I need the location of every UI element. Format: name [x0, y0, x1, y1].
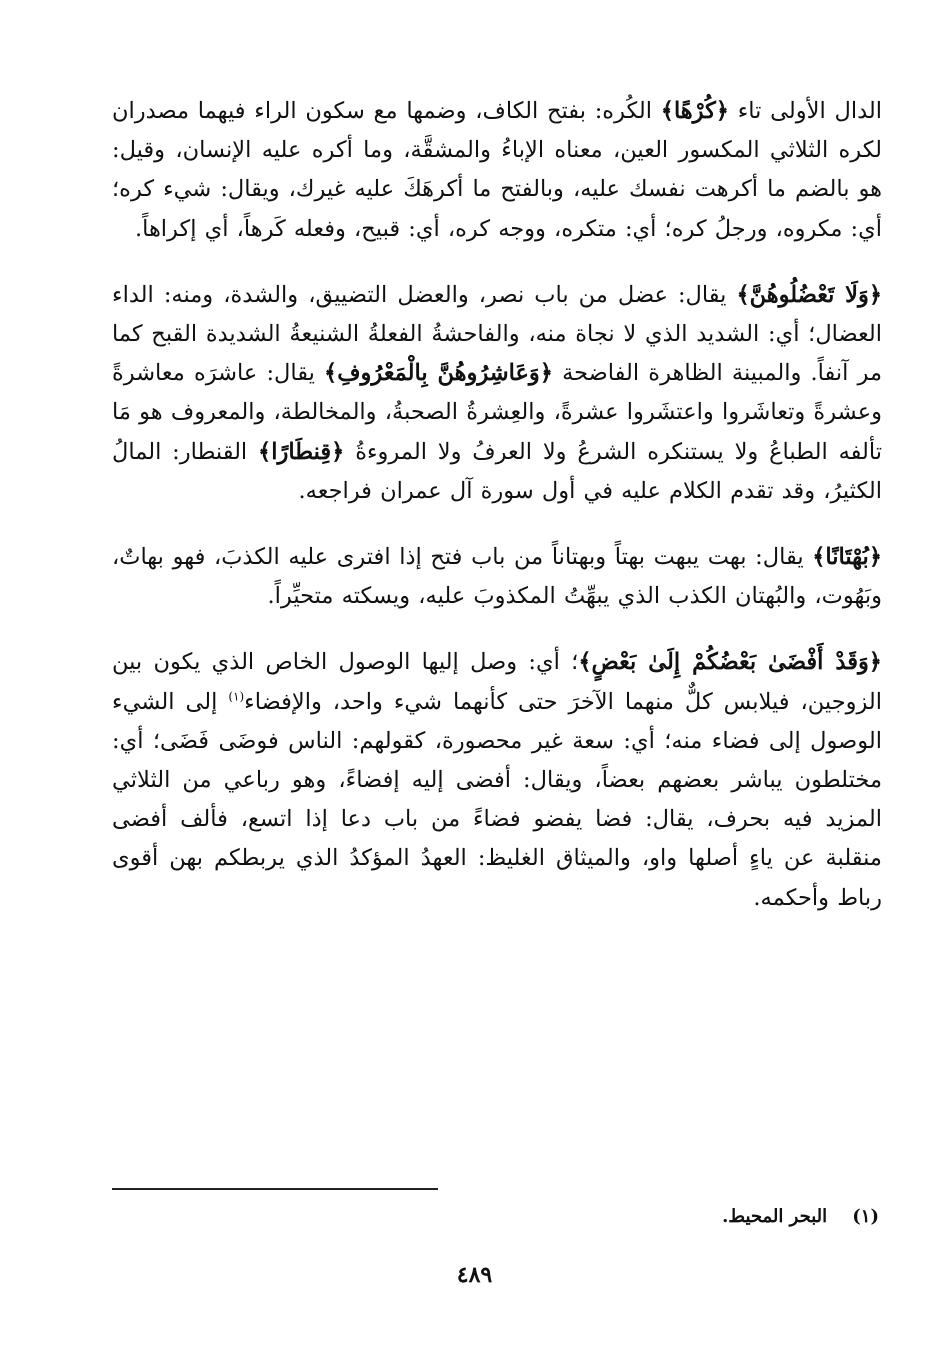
paragraph-text: ؛ أي: وصل إليها الوصول الخاص الذي يكون بين الزوجين، فيلابس كلٌّ منهما الآخرَ حتى كأنهما شيء واحد، والإفضاء — [112, 649, 882, 715]
paragraph-text: الدال الأولى تاء — [728, 98, 882, 124]
footnote-spacer — [833, 1206, 846, 1227]
paragraph-text: الكُره: بفتح الكاف، وضمها مع سكون الراء فيهما مصدران لكره الثلاثي المكسور العين، معناه الإباءُ والمشقَّة، وما أكره عليه الإنسان، وقيل: هو بالضم ما أكرهت نفسك عليه، وبالفتح ما أكرهَكَ عليه غيرك، ويقال: شيء كره؛ أي: مكروه، ورجلُ كره؛ أي: متكره، ووجه كره، أي: قبيح، وفعله كَرهاً، أي إكراهاً. — [112, 98, 882, 242]
footnote — [722, 1203, 879, 1231]
page-number: ٤٨٩ — [456, 1262, 493, 1288]
page-body — [112, 92, 882, 918]
quran-quote: ﴿وَلَا تَعْضُلُوهُنَّ﴾ — [736, 281, 882, 308]
footnote-marker: (١) — [852, 1206, 879, 1227]
quran-quote: ﴿كُرْهًا﴾ — [660, 98, 729, 124]
paragraph-text: القنطار: المالُ الكثيرُ، وقد تقدم الكلام عليه في أول سورة آل عمران فراجعه. — [112, 438, 882, 504]
paragraph-text: إلى الشيء الوصول إلى فضاء منه؛ أي: سعة غير محصورة، كقولهم: الناس فوضَى فَضَى؛ أي: مختلطون يباشر بعضهم بعضاً، ويقال: أفضى إليه إفضاءً، وهو رباعي من الثلاثي المزيد فيه بحرف، يقال: فضا يفضو فضاءً من باب دعا إذا اتسع، فألف أفضى منقلبة عن ياءٍ أصلها واو، والميثاق الغليظ: العهدُ المؤكدُ الذي يربطكم بهن أقوى رباط وأحكمه. — [112, 688, 882, 911]
quran-quote: ﴿قِنطَارًا﴾ — [258, 438, 345, 465]
paragraph-text: يقال: عاشرَه معاشرةً وعشرةً وتعاشَروا واعتشَروا عشرةً، والعِشرةُ الصحبةُ، والمخالطة، والمعروف هو مَا تألفه الطباعُ ولا يستنكره الشرعُ ولا العرفُ ولا المروءةُ — [112, 360, 882, 465]
footnote-reference: (١) — [228, 689, 245, 704]
footnote-text: البحر المحيط. — [722, 1206, 828, 1227]
paragraph — [112, 538, 882, 616]
quran-quote: ﴿وَقَدْ أَفْضَىٰ بَعْضُكُمْ إِلَىٰ بَعْضٍ﴾ — [578, 649, 882, 676]
paragraph-text: يقال: عضل من باب نصر، والعضل التضييق، والشدة، ومنه: الداء العضال؛ أي: الشديد الذي لا نجاة منه، والفاحشةُ الفعلةُ الشنيعةُ الشديدة القبح كما مر آنفاً. والمبينة الظاهرة الفاضحة — [112, 281, 882, 387]
paragraph-text: يقال: بهت يبهت بهتاً وبهتاناً من باب فتح إذا افترى عليه الكذبَ، فهو بهاتٌ، وبَهُوت، والبُهتان الكذب الذي يبهِّتُ المكذوبَ عليه، ويسكته متحيِّراً. — [112, 544, 882, 610]
paragraph — [112, 643, 882, 917]
quran-quote: ﴿بُهْتَانًا﴾ — [812, 544, 882, 571]
paragraph — [112, 276, 882, 511]
paragraph — [112, 92, 882, 249]
footnote-divider — [112, 1188, 438, 1190]
quran-quote: ﴿وَعَاشِرُوهُنَّ بِالْمَعْرُوفِ﴾ — [324, 360, 553, 387]
